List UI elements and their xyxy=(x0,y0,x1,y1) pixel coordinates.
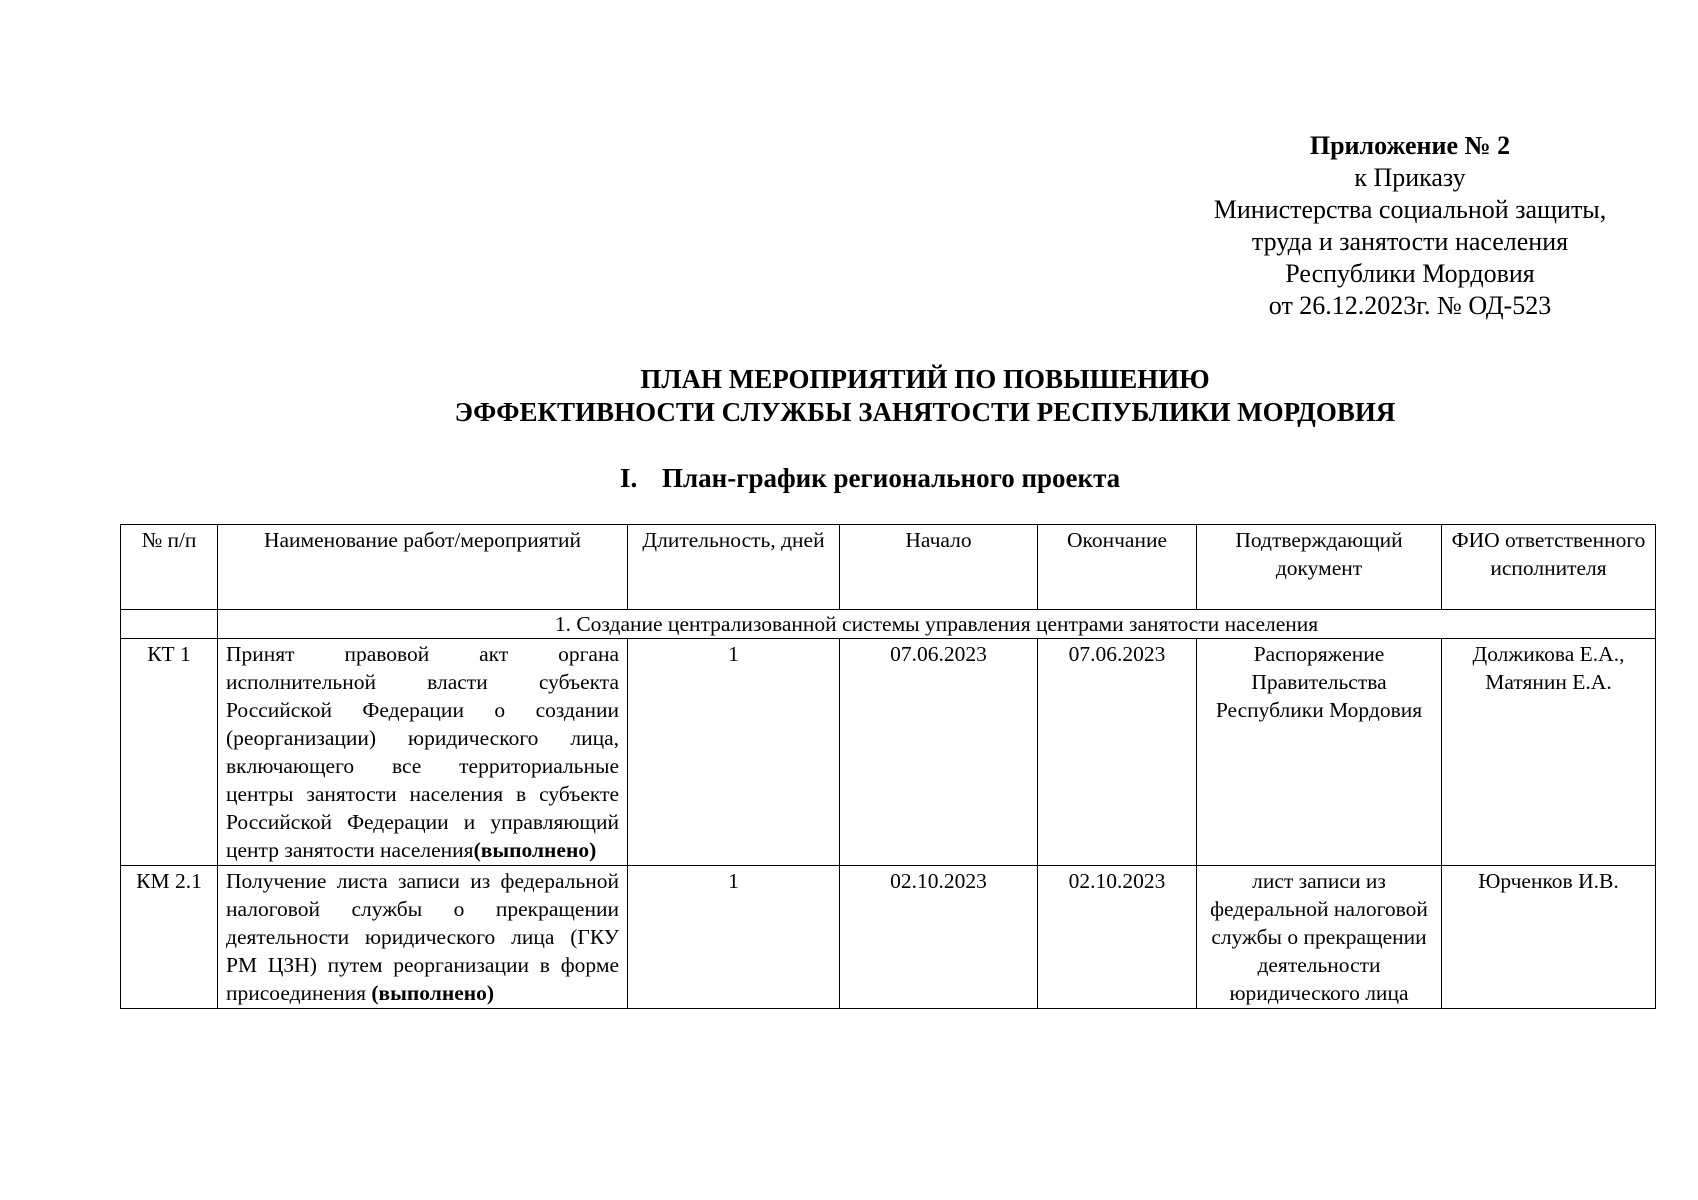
row-number: КМ 2.1 xyxy=(121,866,218,1009)
header-cell-duration: Длительность, дней xyxy=(628,525,840,610)
section-title: План-график регионального проекта xyxy=(662,463,1121,493)
document-title xyxy=(0,363,1698,429)
row-name xyxy=(218,639,628,866)
row-name xyxy=(218,866,628,1009)
group-title: 1. Создание централизованной системы управления центрами занятости населения xyxy=(218,610,1656,639)
appendix-heading: Приложение № 2 xyxy=(1309,131,1511,160)
row-name-text: Получение листа записи из федеральной налоговой службы о прекращении деятельности юридического лица (ГКУ РМ ЦЗН) путем реорганизации в форме присоединения xyxy=(226,869,619,1005)
header-cell-name: Наименование работ/мероприятий xyxy=(218,525,628,610)
table-row xyxy=(121,639,1656,866)
appendix-line: труда и занятости населения xyxy=(1251,227,1569,256)
header-cell-end: Окончание xyxy=(1038,525,1197,610)
row-name-text: Принят правовой акт органа исполнительной власти субъекта Российской Федерации о создании (реорганизации) юридического лица, включающего все территориальные центры занятости населения в субъекте Российской Федерации и управляющий центр занятости населения xyxy=(226,642,619,862)
row-end: 07.06.2023 xyxy=(1038,639,1197,866)
appendix-line: Республики Мордовия xyxy=(1285,259,1535,288)
row-end: 02.10.2023 xyxy=(1038,866,1197,1009)
section-heading xyxy=(620,462,1120,494)
appendix-block xyxy=(1160,130,1660,322)
row-responsible: Должикова Е.А., Матянин Е.А. xyxy=(1442,639,1656,866)
row-status: (выполнено) xyxy=(371,981,495,1005)
table-header-row xyxy=(121,525,1656,610)
row-document: Распоряжение Правительства Республики Мордовия xyxy=(1197,639,1442,866)
row-document: лист записи из федеральной налоговой службы о прекращении деятельности юридического лица xyxy=(1197,866,1442,1009)
appendix-line: Министерства социальной защиты, xyxy=(1213,195,1607,224)
header-cell-document: Подтверждающий документ xyxy=(1197,525,1442,610)
section-number: I. xyxy=(620,463,638,493)
header-cell-number: № п/п xyxy=(121,525,218,610)
title-line: ПЛАН МЕРОПРИЯТИЙ ПО ПОВЫШЕНИЮ xyxy=(640,364,1210,394)
plan-table xyxy=(120,524,1656,1009)
row-responsible: Юрченков И.В. xyxy=(1442,866,1656,1009)
title-line: ЭФФЕКТИВНОСТИ СЛУЖБЫ ЗАНЯТОСТИ РЕСПУБЛИКИ МОРДОВИЯ xyxy=(454,397,1396,427)
row-start: 02.10.2023 xyxy=(840,866,1038,1009)
table-row xyxy=(121,866,1656,1009)
header-cell-responsible: ФИО ответственного исполнителя xyxy=(1442,525,1656,610)
header-cell-start: Начало xyxy=(840,525,1038,610)
row-start: 07.06.2023 xyxy=(840,639,1038,866)
appendix-line: от 26.12.2023г. № ОД-523 xyxy=(1268,291,1552,320)
appendix-line: к Приказу xyxy=(1354,163,1466,192)
row-number: КТ 1 xyxy=(121,639,218,866)
row-status: (выполнено) xyxy=(473,838,597,862)
row-duration: 1 xyxy=(628,866,840,1009)
table-group-row xyxy=(121,610,1656,639)
row-duration: 1 xyxy=(628,639,840,866)
group-empty-cell xyxy=(121,610,218,639)
